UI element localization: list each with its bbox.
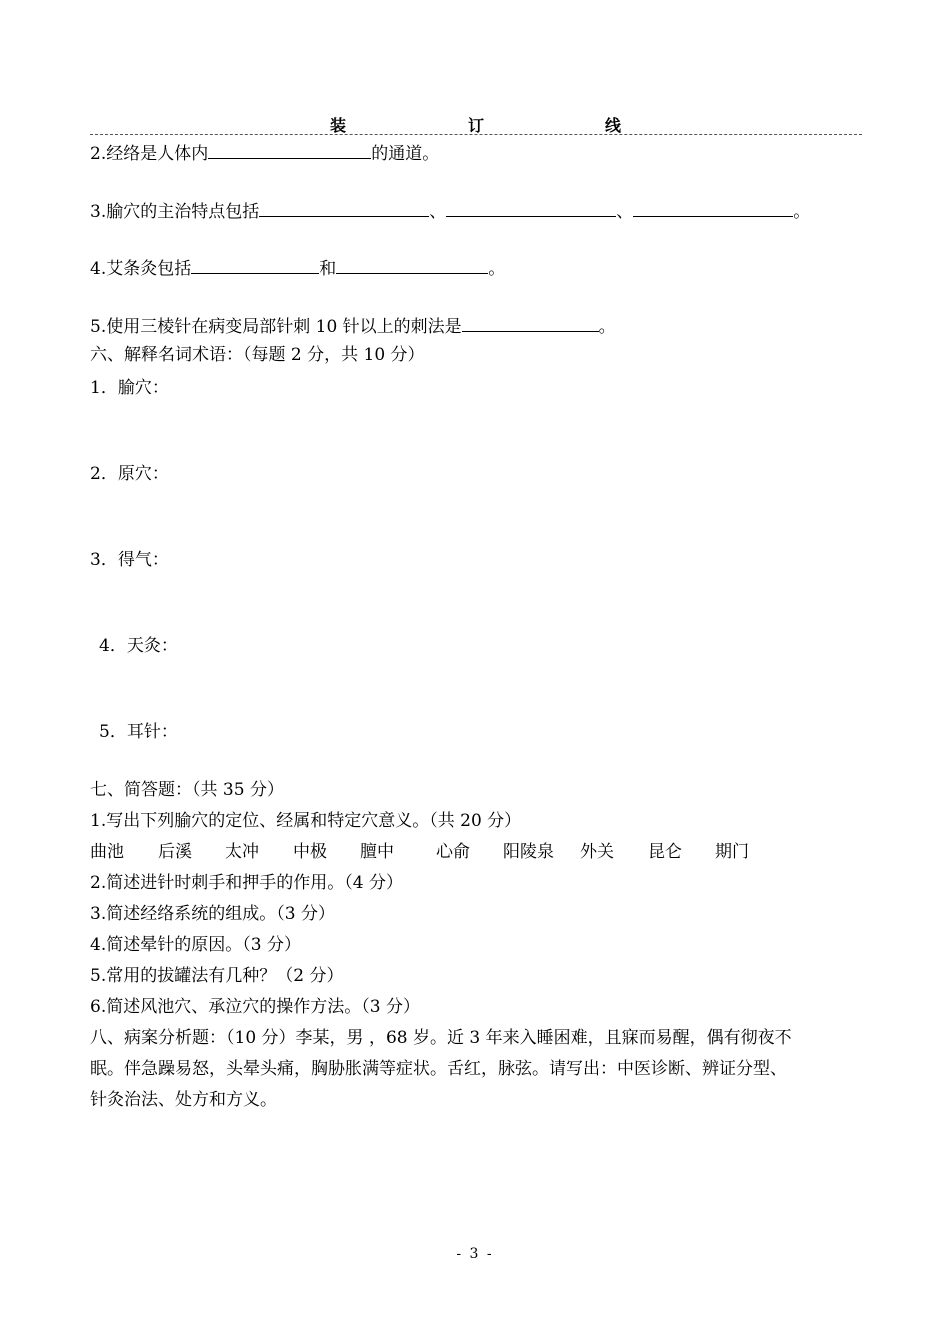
acupoint-item: 膻中 [360, 842, 394, 862]
page-number: - 3 - [456, 1246, 494, 1262]
term-5: 5．耳针： [99, 722, 178, 742]
binding-line-header [90, 113, 862, 135]
fill-question-3: 3.腧穴的主治特点包括 、 、 。 [90, 202, 811, 222]
acupoint-item: 阳陵泉 [503, 842, 554, 862]
fill-question-4: 4.艾条灸包括 和 。 [90, 259, 506, 279]
acupoint-item: 中极 [293, 842, 327, 862]
answer-blank[interactable] [259, 200, 429, 217]
acupoint-item: 曲池 [90, 842, 124, 862]
answer-blank[interactable] [462, 315, 599, 332]
term-2: 2．原穴： [90, 464, 169, 484]
case-analysis-line-1: 八、病案分析题：（10 分）李某，男 ，68 岁。近 3 年来入睡困难，且寐而易醒，偶有彻夜不 [90, 1028, 792, 1048]
term-4: 4．天灸： [99, 636, 178, 656]
acupoint-item: 期门 [715, 842, 749, 862]
fill-question-5: 5.使用三棱针在病变局部针刺 10 针以上的刺法是 。 [90, 317, 616, 337]
binding-char-1: 装 [330, 116, 347, 135]
term-3: 3．得气： [90, 550, 169, 570]
acupoint-item: 外关 [580, 842, 614, 862]
short-question-4: 4.简述晕针的原因。（3 分） [90, 935, 301, 955]
acupoint-item: 心俞 [436, 842, 470, 862]
section-7-heading: 七、简答题：（共 35 分） [90, 780, 284, 800]
fill-question-2: 2.经络是人体内 的通道。 [90, 144, 440, 164]
short-question-3: 3.简述经络系统的组成。（3 分） [90, 904, 335, 924]
short-question-6: 6.简述风池穴、承泣穴的操作方法。（3 分） [90, 997, 420, 1017]
acupoint-item: 昆仑 [648, 842, 682, 862]
acupoint-item: 后溪 [158, 842, 192, 862]
case-analysis-line-2: 眠。伴急躁易怒，头晕头痛，胸胁胀满等症状。舌红，脉弦。请写出：中医诊断、辨证分型、 [90, 1059, 787, 1079]
short-question-1: 1.写出下列腧穴的定位、经属和特定穴意义。（共 20 分） [90, 811, 522, 831]
binding-char-2: 订 [468, 116, 485, 135]
answer-blank[interactable] [191, 257, 319, 274]
answer-blank[interactable] [446, 200, 616, 217]
binding-char-3: 线 [605, 116, 622, 135]
answer-blank[interactable] [633, 200, 793, 217]
short-question-5: 5.常用的拔罐法有几种？（2 分） [90, 966, 344, 986]
case-analysis-line-3: 针灸治法、处方和方义。 [90, 1090, 277, 1110]
short-question-2: 2.简述进针时刺手和押手的作用。（4 分） [90, 873, 403, 893]
answer-blank[interactable] [208, 142, 371, 159]
term-1: 1．腧穴： [90, 378, 169, 398]
binding-dashed-line [90, 134, 862, 135]
acupoint-item: 太冲 [225, 842, 259, 862]
section-6-heading: 六、解释名词术语：（每题 2 分，共 10 分） [90, 345, 425, 365]
answer-blank[interactable] [336, 257, 488, 274]
